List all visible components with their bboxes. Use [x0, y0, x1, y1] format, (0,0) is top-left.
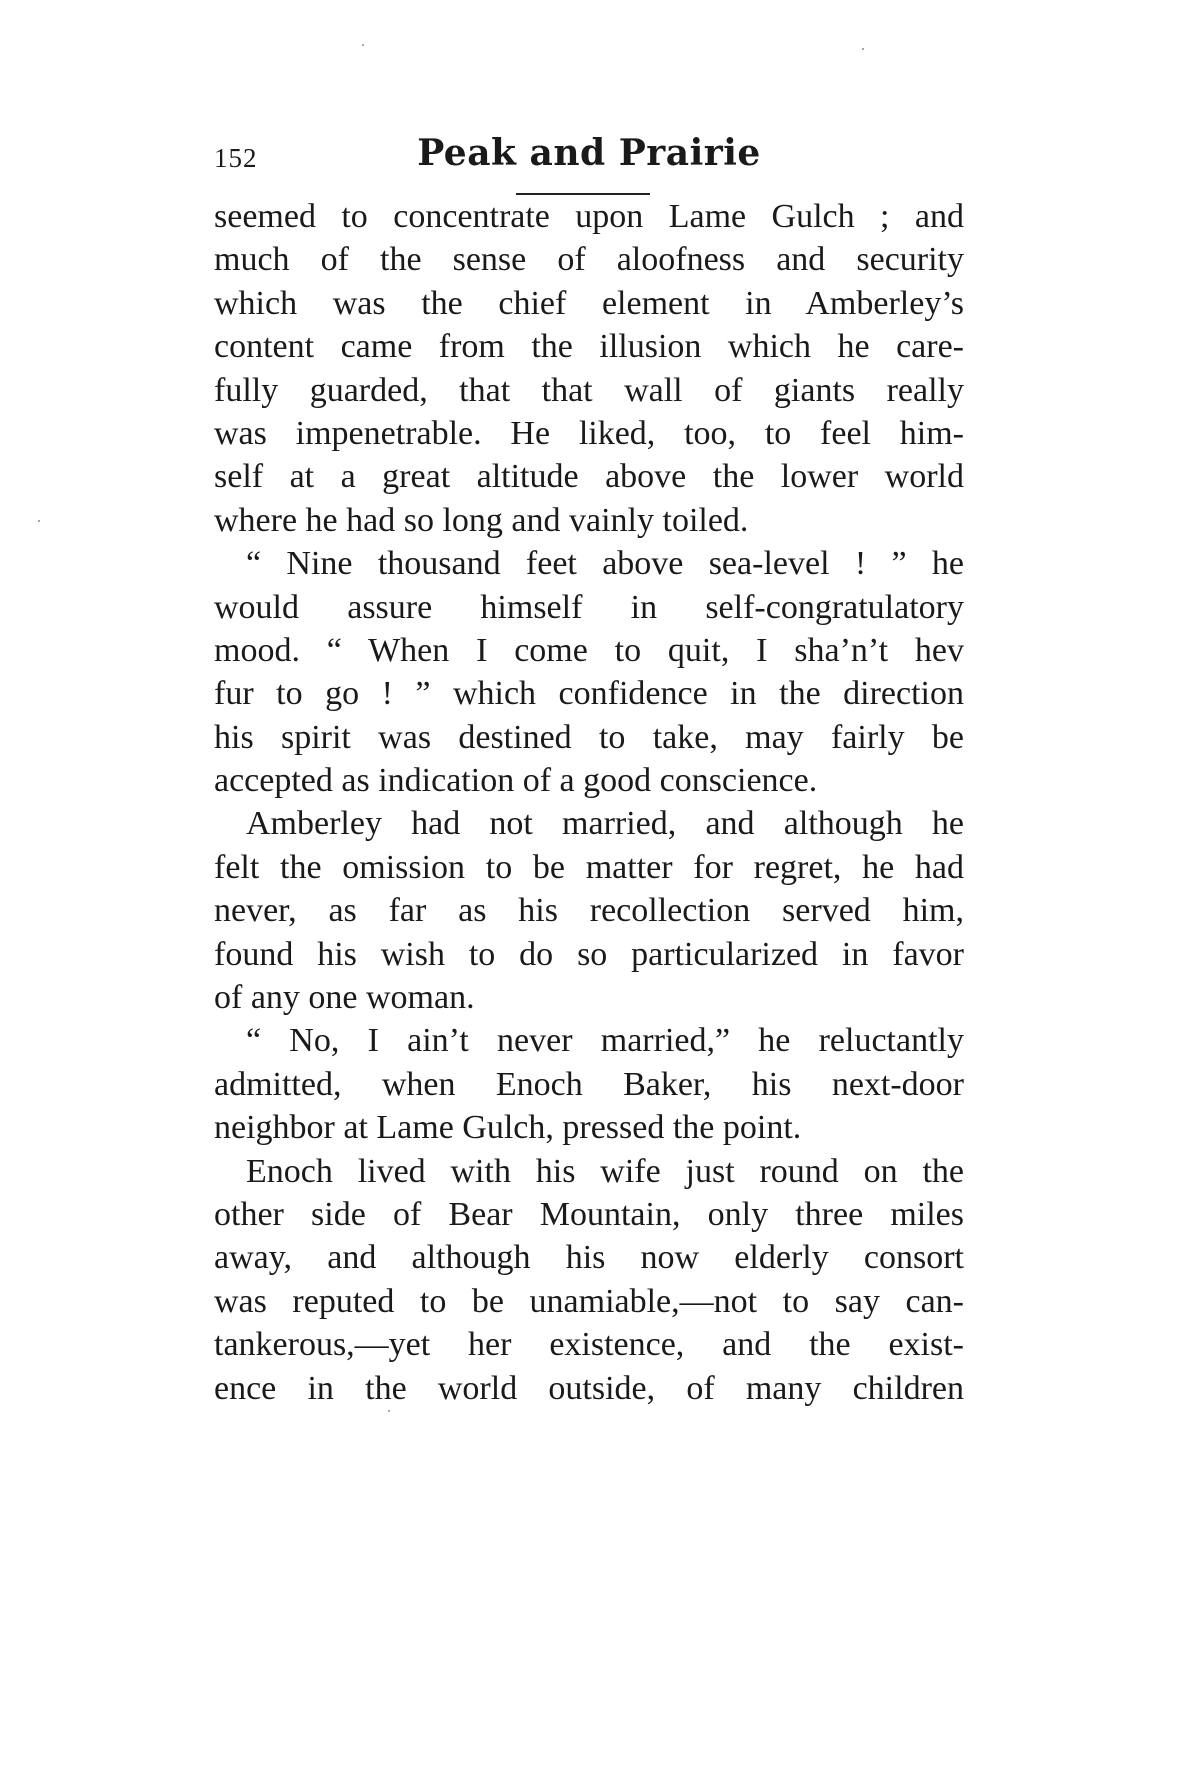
text-line: would assure himself in self-congratulatory	[214, 588, 964, 626]
text-line: tankerous,—yet her existence, and the exist-	[214, 1326, 964, 1364]
text-line: other side of Bear Mountain, only three miles	[214, 1195, 964, 1233]
text-line: where he had so long and vainly toiled.	[214, 501, 749, 539]
text-line: content came from the illusion which he care-	[214, 328, 964, 366]
text-line: away, and although his now elderly consort	[214, 1239, 964, 1277]
text-line: which was the chief element in Amberley’s	[214, 284, 964, 322]
text-line: neighbor at Lame Gulch, pressed the point.	[214, 1109, 802, 1147]
text-line: “ Nine thousand feet above sea-level ! ” he	[246, 545, 964, 583]
page-number: 152	[214, 143, 258, 173]
body-text	[214, 195, 964, 1410]
text-line: mood. “ When I come to quit, I sha’n’t hev	[214, 631, 964, 669]
text-line: fully guarded, that that wall of giants really	[214, 371, 964, 409]
paper-speck	[38, 520, 40, 522]
text-line: of any one woman.	[214, 979, 475, 1017]
text-line: Amberley had not married, and although he	[246, 805, 964, 843]
text-line: was reputed to be unamiable,—not to say can-	[214, 1282, 964, 1320]
text-line: accepted as indication of a good conscience.	[214, 762, 818, 800]
text-line: ence in the world outside, of many children	[214, 1369, 964, 1407]
text-line: fur to go ! ” which confidence in the direction	[214, 675, 964, 713]
text-line: much of the sense of aloofness and security	[214, 241, 964, 279]
text-line: never, as far as his recollection served him,	[214, 892, 964, 930]
paper-speck	[388, 1410, 390, 1412]
text-line: felt the omission to be matter for regret, he had	[214, 848, 964, 886]
text-line: Enoch lived with his wife just round on the	[246, 1152, 964, 1190]
text-line: self at a great altitude above the lower world	[214, 458, 964, 496]
text-line: admitted, when Enoch Baker, his next-door	[214, 1065, 964, 1103]
paper-speck	[362, 44, 364, 46]
text-line: found his wish to do so particularized in favor	[214, 935, 964, 973]
text-line: “ No, I ain’t never married,” he reluctantly	[246, 1022, 964, 1060]
paper-speck	[862, 48, 864, 50]
text-line: seemed to concentrate upon Lame Gulch ; and	[214, 198, 964, 235]
running-title: Peak and Prairie	[417, 132, 761, 174]
text-line: was impenetrable. He liked, too, to feel him-	[214, 414, 964, 452]
text-line: his spirit was destined to take, may fairly be	[214, 718, 964, 756]
